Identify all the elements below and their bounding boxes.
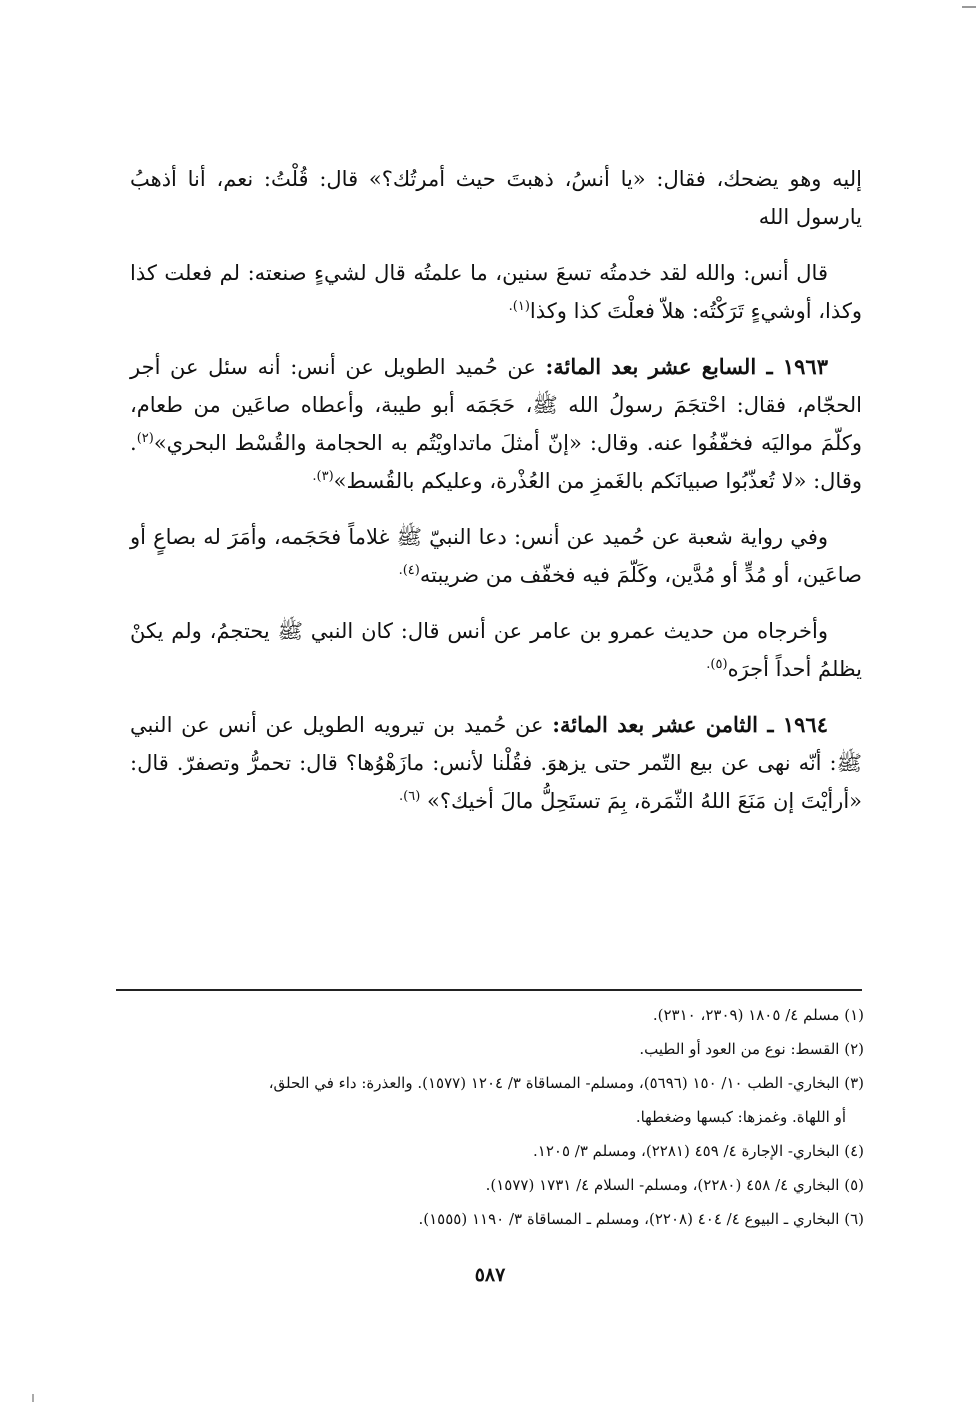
scan-mark: [32, 1394, 34, 1402]
paragraph-4: [130, 518, 862, 594]
footnote-2: (٢) القسط: نوع من العود أو الطيب.: [639, 1040, 864, 1058]
footnote-divider: [116, 989, 862, 991]
paragraph-text: وفي رواية شعبة عن حُميد عن أنس: دعا النبيّ ﷺ غلاماً فحَجَمه، وأمَرَ له بصاعٍ أو صاعَين، أو مُدٍّ أو مُدَّين، وكَلّمَ فيه فخفّف من ضريبته: [130, 525, 862, 587]
footnotes: [140, 998, 864, 1236]
footnote-4: (٤) البخاري- الإجارة ٤/ ٤٥٩ (٢٢٨١)، ومسلم ٣/ ١٢٠٥.: [533, 1142, 864, 1160]
paragraph-text: إليه وهو يضحك، فقال: «يا أنسُ، ذهبتَ حيث أمرتُك؟» قال: قُلْتُ: نعم، أنا أذهبُ يارسول الله: [130, 167, 862, 229]
hadith-1964: [130, 706, 862, 820]
paragraph-5: [130, 612, 862, 688]
paragraph-2: [130, 254, 862, 330]
hadith-1963: [130, 348, 862, 500]
footnote-6: (٦) البخاري ـ البيوع ٤/ ٤٠٤ (٢٢٠٨)، ومسلم ـ المساقاة ٣/ ١١٩٠ (١٥٥٥).: [418, 1210, 864, 1228]
scan-mark: [962, 6, 976, 8]
hadith-heading: ١٩٦٣ ـ السابع عشر بعد المائة:: [545, 354, 828, 379]
footnote-ref: (٦).: [399, 789, 421, 804]
paragraph-1: [130, 160, 862, 236]
footnote-5: (٥) البخاري ٤/ ٤٥٨ (٢٢٨٠)، ومسلم- السلام ٤/ ١٧٣١ (١٥٧٧).: [485, 1176, 864, 1194]
footnote-3-continuation: أو اللهاة. وغمزها: كبسها وضغطها.: [635, 1108, 846, 1126]
footnote-ref: (٤).: [398, 563, 420, 578]
paragraph-text: وأخرجاه من حديث عمرو بن عامر عن أنس قال: كان النبي ﷺ يحتجمُ، ولم يكنْ يظلمُ أحداً أجرَه: [130, 619, 862, 681]
paragraph-text: عن حُميد بن تيرويه الطويل عن أنس عن النبي ﷺ: أنّه نهى عن بيع التّمر حتى يزهوَ. فقُلْنا لأنس: مازَهْوُها؟ قال: تحمرُّ وتصفرّ. قال: «أرأيْتَ إن مَنَعَ اللهُ الثّمَرة، بِمَ تستَحِلُّ مالَ أخيك؟»: [130, 713, 862, 813]
footnote-ref: (١).: [508, 299, 530, 314]
main-text: [130, 160, 862, 838]
paragraph-text: قال أنس: والله لقد خدمتُه تسعَ سنين، ما علمتُه قال لشيءٍ صنعته: لم فعلت كذا وكذا، أوشيءٍ تَرَكْتُه: هلاّ فعلْتَ كذا وكذا: [130, 261, 862, 323]
footnote-1: (١) مسلم ٤/ ١٨٠٥ (٢٣٠٩، ٢٣١٠).: [652, 1006, 864, 1024]
footnote-ref: (٣).: [312, 469, 334, 484]
footnote-3: (٣) البخاري- الطب ١٠/ ١٥٠ (٥٦٩٦)، ومسلم- المساقاة ٣/ ١٢٠٤ (١٥٧٧). والعذرة: داء في الحلق،: [268, 1074, 864, 1092]
page-number: ٥٨٧: [474, 1264, 506, 1286]
paragraph-text: . وقال: «لا تُعذّبُوا صبيانَكم بالغَمزِ من العُذْرة، وعليكم بالقُسط»: [130, 431, 862, 493]
hadith-heading: ١٩٦٤ ـ الثامن عشر بعد المائة:: [552, 712, 828, 737]
footnote-ref: (٢): [136, 431, 154, 446]
footnote-ref: (٥).: [706, 657, 728, 672]
paragraph-text: عن حُميد الطويل عن أنس: أنه سئل عن أجر الحجّام، فقال: احْتجَمَ رسولُ الله ﷺ، حَجَمَه أبو طيبة، وأعطاه صاعَين من طعام، وكلّمَ مواليَه فخفّفُوا عنه. وقال: «إنّ أمثلَ ماتداويْتُم به الحجامة والقُسْط البحري»: [130, 355, 862, 455]
